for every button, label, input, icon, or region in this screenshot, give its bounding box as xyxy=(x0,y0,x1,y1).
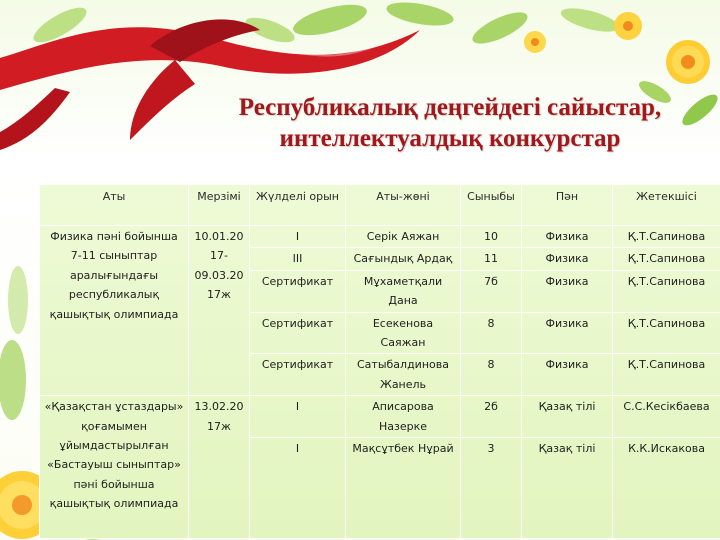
subject-cell: Физика xyxy=(522,226,613,248)
student-cell xyxy=(346,248,461,270)
title-line-1: Республикалық деңгейдегі сайыстар, xyxy=(238,94,662,121)
student-name-line: Мұхаметқали xyxy=(363,274,443,288)
date-line: 17ж xyxy=(207,419,231,433)
grade-cell: 8 xyxy=(461,354,522,396)
event-line: «Қазақстан ұстаздары» xyxy=(44,400,184,414)
student-name-line: Саяжан xyxy=(380,336,426,350)
place-cell: Сертификат xyxy=(250,354,346,396)
place-cell: Сертификат xyxy=(250,312,346,354)
student-name-line: Мақсұтбек Нұрай xyxy=(352,442,454,456)
teacher-cell: Қ.Т.Сапинова xyxy=(613,354,720,396)
header-subject: Пән xyxy=(522,185,613,226)
header-date: Мерзімі xyxy=(189,185,250,226)
event-line: аралығындағы xyxy=(69,268,159,282)
place-cell: ІІІ xyxy=(250,248,346,270)
date-line: 17- xyxy=(210,249,228,263)
teacher-cell: К.К.Искакова xyxy=(613,438,720,539)
event-line: 7-11 сыныптар xyxy=(70,249,158,263)
grade-cell: 10 xyxy=(461,226,522,248)
date-line: 17ж xyxy=(207,288,231,302)
header-event: Аты xyxy=(40,185,189,226)
table-header-row xyxy=(40,185,720,226)
event-line: қашықтық олимпиада xyxy=(49,497,179,511)
student-name-line: Дана xyxy=(388,294,418,308)
student-cell xyxy=(346,312,461,354)
student-name-line: Сатыбалдинова xyxy=(357,358,449,372)
subject-cell: Физика xyxy=(522,312,613,354)
event-line: қашықтық олимпиада xyxy=(49,307,179,321)
teacher-cell: Қ.Т.Сапинова xyxy=(613,226,720,248)
teacher-cell: Қ.Т.Сапинова xyxy=(613,270,720,312)
event-line: «Бастауыш сыныптар» xyxy=(47,458,181,472)
teacher-cell: С.С.Кесікбаева xyxy=(613,396,720,438)
header-place: Жүлделі орын xyxy=(250,185,346,226)
event-line: ұйымдастырылған xyxy=(59,439,169,453)
subject-cell: Физика xyxy=(522,354,613,396)
date-line: 09.03.20 xyxy=(194,268,244,282)
event-cell xyxy=(40,396,189,539)
title-line-2: интеллектуалдық конкурстар xyxy=(279,125,621,152)
event-cell xyxy=(40,226,189,396)
student-cell xyxy=(346,396,461,438)
student-name-line: Серік Аяжан xyxy=(366,230,440,243)
student-cell xyxy=(346,438,461,539)
event-line: пәні бойынша xyxy=(73,477,155,491)
date-cell xyxy=(189,226,250,396)
student-cell xyxy=(346,270,461,312)
place-cell: І xyxy=(250,396,346,438)
header-grade: Сыныбы xyxy=(461,185,522,226)
date-line: 13.02.20 xyxy=(194,400,244,414)
subject-cell: Қазақ тілі xyxy=(522,396,613,438)
student-name-line: Есекенова xyxy=(372,316,434,330)
event-line: республикалық xyxy=(68,288,160,302)
date-line: 10.01.20 xyxy=(194,230,244,243)
header-teacher: Жетекшісі xyxy=(613,185,720,226)
table-row xyxy=(40,396,720,438)
event-line: Физика пәні бойынша xyxy=(50,230,178,243)
place-cell: І xyxy=(250,438,346,539)
grade-cell: 2б xyxy=(461,396,522,438)
subject-cell: Қазақ тілі xyxy=(522,438,613,539)
grade-cell: 11 xyxy=(461,248,522,270)
table-row xyxy=(40,226,720,248)
grade-cell: 8 xyxy=(461,312,522,354)
student-name-line: Назерке xyxy=(378,419,428,433)
teacher-cell: Қ.Т.Сапинова xyxy=(613,248,720,270)
grade-cell: 7б xyxy=(461,270,522,312)
grade-cell: 3 xyxy=(461,438,522,539)
header-student: Аты-жөні xyxy=(346,185,461,226)
student-name-line: Аписарова xyxy=(372,400,434,414)
slide-title xyxy=(200,92,700,154)
competitions-table xyxy=(39,184,720,539)
student-name-line: Сағындық Ардақ xyxy=(353,252,453,266)
subject-cell: Физика xyxy=(522,270,613,312)
date-cell xyxy=(189,396,250,539)
teacher-cell: Қ.Т.Сапинова xyxy=(613,312,720,354)
student-cell xyxy=(346,226,461,248)
place-cell: Сертификат xyxy=(250,270,346,312)
student-name-line: Жанель xyxy=(379,377,427,391)
subject-cell: Физика xyxy=(522,248,613,270)
place-cell: І xyxy=(250,226,346,248)
event-line: қоғамымен xyxy=(81,419,147,433)
student-cell xyxy=(346,354,461,396)
